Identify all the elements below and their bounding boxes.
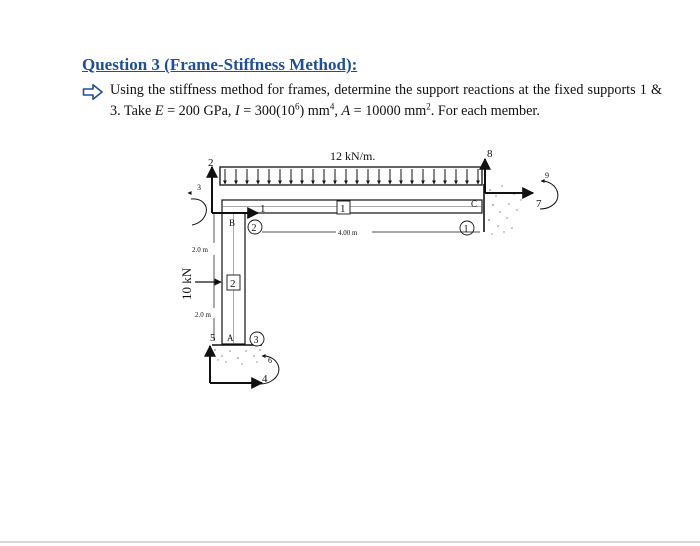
udl-label: 12 kN/m. — [330, 149, 376, 163]
dof-node-3 — [210, 346, 279, 384]
span-label: 4.00 m — [338, 229, 358, 237]
upper-segment-label: 2.0 m — [192, 246, 208, 254]
dof-label-6: 6 — [268, 356, 272, 365]
node-number-3: 3 — [253, 335, 259, 346]
node-number-2: 2 — [251, 223, 257, 234]
distributed-load — [220, 167, 482, 185]
lower-segment-label: 2.0 m — [195, 311, 211, 319]
node-label-c: C — [471, 199, 478, 209]
right-arrow-icon — [82, 83, 104, 101]
node-number-1: 1 — [463, 224, 469, 235]
member-label-2: 2 — [230, 278, 236, 290]
load-arrows — [225, 169, 478, 184]
dof-label-5: 5 — [210, 332, 216, 344]
point-load-label: 10 kN — [179, 267, 194, 300]
node-label-a: A — [227, 333, 234, 343]
member-label-1: 1 — [340, 203, 346, 215]
node-label-b: B — [229, 218, 236, 228]
dof-label-7: 7 — [536, 198, 542, 210]
dof-label-9: 9 — [545, 171, 549, 180]
dof-label-3: 3 — [197, 183, 201, 192]
question-title: Question 3 (Frame-Stiffness Method): — [82, 55, 358, 74]
dof-label-1: 1 — [260, 203, 266, 215]
bottom-divider — [0, 541, 700, 543]
fixed-support-bottom — [212, 345, 262, 365]
dof-node-1 — [485, 159, 558, 209]
question-text: Using the stiffness method for frames, determine the support reactions at the fixed supports 1 & 3. Take E = 200 GPa, $I = 300(10^6)$ $mm^4$, A = 10000 $mm^2$. For each member. — [110, 82, 662, 119]
frame-diagram — [160, 140, 580, 400]
dof-label-2: 2 — [208, 157, 214, 169]
fixed-support-right — [484, 184, 522, 235]
dof-label-8: 8 — [487, 148, 493, 160]
dof-label-4: 4 — [262, 373, 268, 385]
